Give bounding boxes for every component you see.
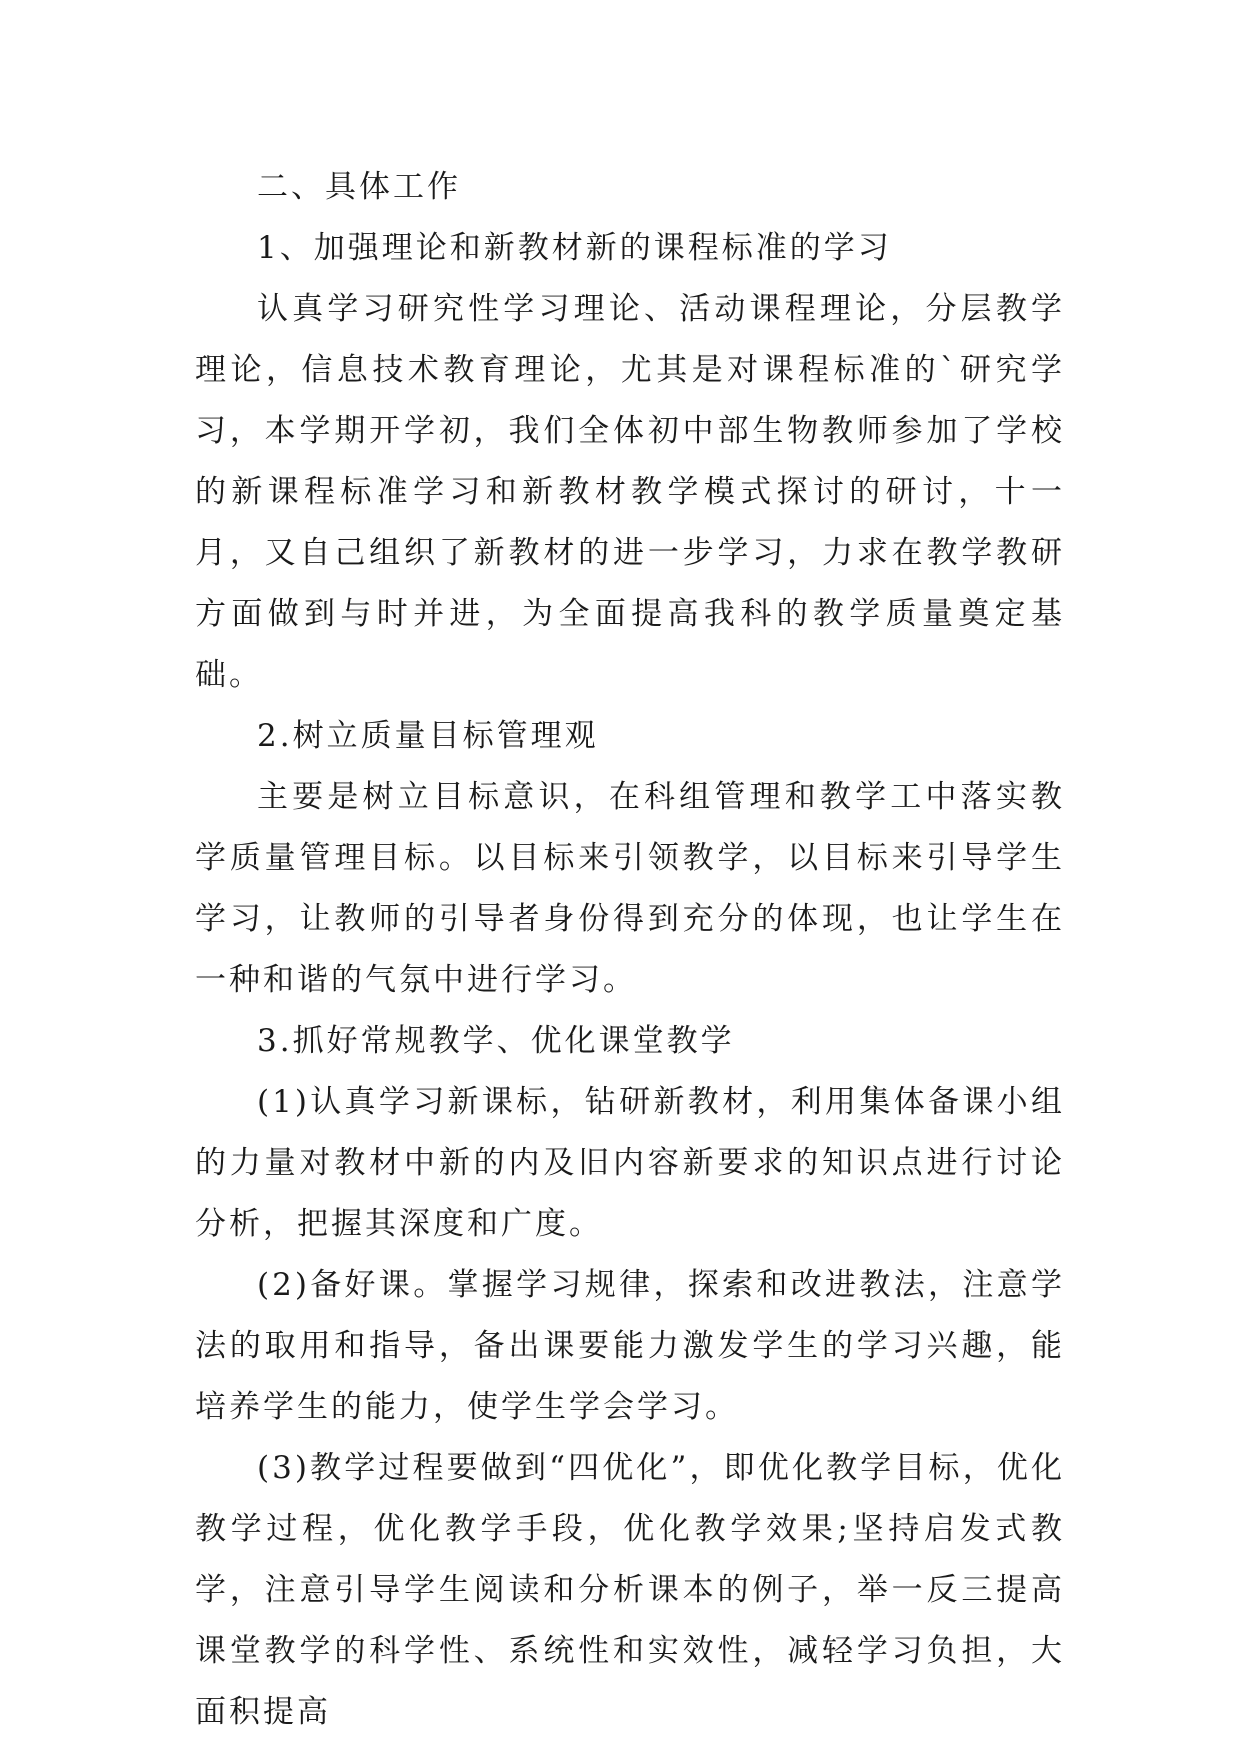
subsection-heading: 1、加强理论和新教材新的课程标准的学习 — [257, 230, 892, 266]
body-paragraph: 认真学习研究性学习理论、活动课程理论，分层教学理论，信息技术教育理论，尤其是对课程标准的`研究学习，本学期开学初，我们全体初中部生物教师参加了学校的新课程标准学习和新教材教学模式探讨的研讨，十一月，又自己组织了新教材的进一步学习，力求在教学教研方面做到与时并进，为全面提高我科的教学质量奠定基础。 — [195, 291, 1065, 693]
section-heading: 二、具体工作 — [257, 169, 461, 205]
body-paragraph: (2)备好课。掌握学习规律，探索和改进教法，注意学法的取用和指导，备出课要能力激发学生的学习兴趣，能培养学生的能力，使学生学会学习。 — [195, 1267, 1065, 1425]
subsection-heading: 3.抓好常规教学、优化课堂教学 — [257, 1023, 735, 1059]
document-body — [195, 157, 1065, 1743]
subsection-heading: 2.树立质量目标管理观 — [257, 718, 599, 754]
body-paragraph: (1)认真学习新课标，钻研新教材，利用集体备课小组的力量对教材中新的内及旧内容新要求的知识点进行讨论分析，把握其深度和广度。 — [195, 1084, 1065, 1242]
body-paragraph: 主要是树立目标意识，在科组管理和教学工中落实教学质量管理目标。以目标来引领教学，以目标来引导学生学习，让教师的引导者身份得到充分的体现，也让学生在一种和谐的气氛中进行学习。 — [195, 779, 1065, 998]
body-paragraph: (3)教学过程要做到“四优化”，即优化教学目标，优化教学过程，优化教学手段，优化教学效果;坚持启发式教学，注意引导学生阅读和分析课本的例子，举一反三提高课堂教学的科学性、系统性和实效性，减轻学习负担，大面积提高 — [195, 1450, 1065, 1730]
